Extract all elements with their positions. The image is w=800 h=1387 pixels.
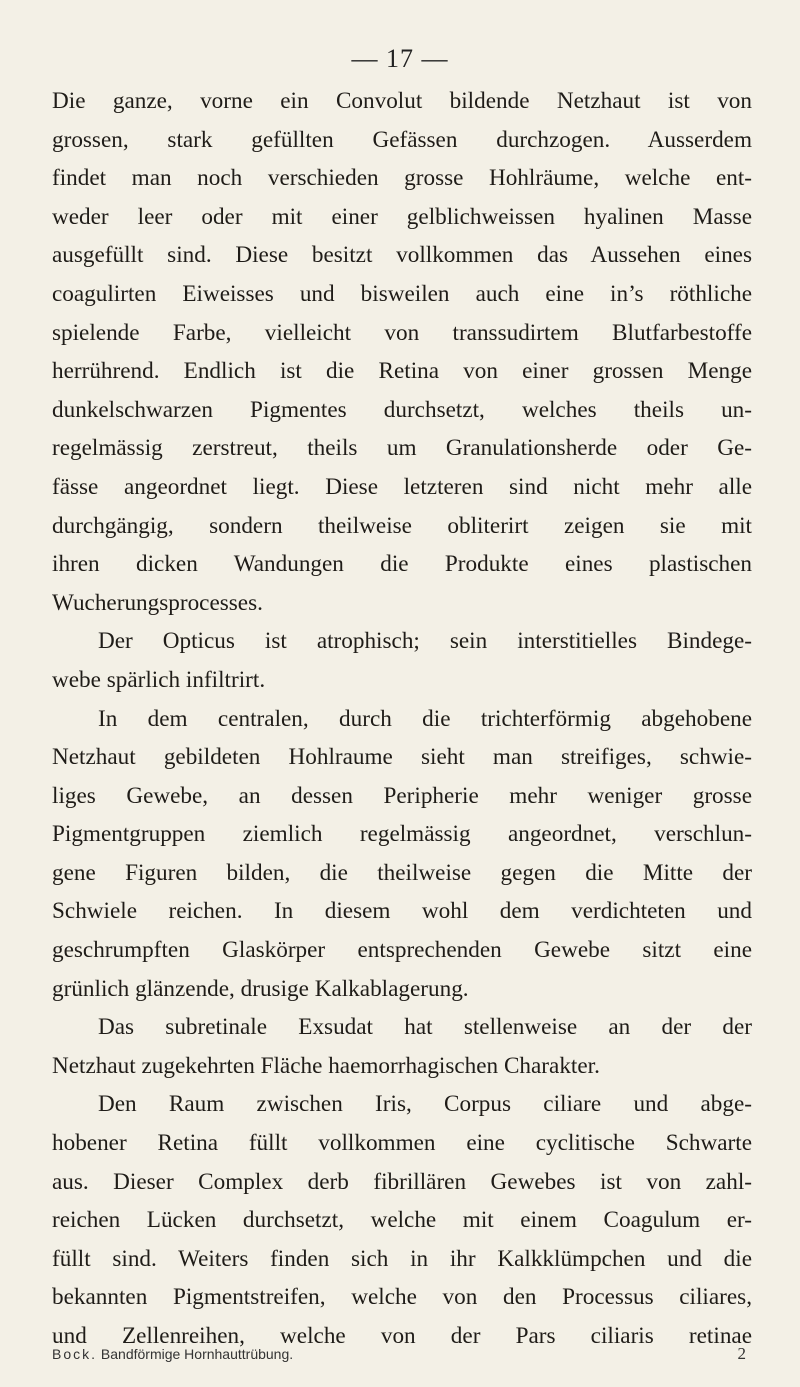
text-line-paragraph-start: Der Opticus ist atrophisch; sein interstitielles Bindege- — [98, 628, 752, 655]
footer-running-title — [52, 1346, 293, 1362]
text-line: ihren dicken Wandungen die Produkte eines plastischen — [52, 551, 752, 578]
page-number: — 17 — — [351, 44, 449, 73]
text-line: durchgängig, sondern theilweise obliterirt zeigen sie mit — [52, 512, 752, 539]
text-line: herrührend. Endlich ist die Retina von einer grossen Menge — [52, 358, 752, 385]
text-line: weder leer oder mit einer gelblichweissen hyalinen Masse — [52, 203, 752, 230]
page-footer — [52, 1346, 752, 1370]
text-line: und Zellenreihen, welche von der Pars ciliaris retinae — [52, 1323, 752, 1349]
text-line-paragraph-start: Das subretinale Exsudat hat stellenweise an der der — [98, 1014, 752, 1041]
text-line: gene Figuren bilden, die theilweise gegen die Mitte der — [52, 859, 752, 886]
text-line: Die ganze, vorne ein Convolut bildende Netzhaut ist von — [52, 88, 752, 114]
footer-title: Bandförmige Hornhauttrübung. — [100, 1346, 294, 1362]
text-line: Schwiele reichen. In diesem wohl dem verdichteten und — [52, 898, 752, 925]
text-line: Netzhaut gebildeten Hohlraume sieht man streifiges, schwie- — [52, 744, 752, 771]
text-line: fässe angeordnet liegt. Diese letzteren sind nicht mehr alle — [52, 473, 752, 500]
text-line: coagulirten Eiweisses und bisweilen auch eine in’s röthliche — [52, 280, 752, 307]
text-line: liges Gewebe, an dessen Peripherie mehr weniger grosse — [52, 782, 752, 809]
text-line: spielende Farbe, vielleicht von transsudirtem Blutfarbestoffe — [52, 319, 752, 346]
text-line-paragraph-start: In dem centralen, durch die trichterförmig abgehobene — [98, 705, 752, 732]
text-line: findet man noch verschieden grosse Hohlräume, welche ent- — [52, 165, 752, 192]
text-line-paragraph-end: Wucherungsprocesses. — [52, 589, 263, 616]
text-line-paragraph-end: grünlich glänzende, drusige Kalkablagerung. — [52, 975, 469, 1002]
text-line: reichen Lücken durchsetzt, welche mit einem Coagulum er- — [52, 1207, 752, 1234]
text-line-paragraph-end: webe spärlich infiltrirt. — [52, 666, 266, 693]
text-line: grossen, stark gefüllten Gefässen durchzogen. Ausserdem — [52, 126, 752, 153]
text-line: aus. Dieser Complex derb fibrillären Gewebes ist von zahl- — [52, 1168, 752, 1195]
text-line: geschrumpften Glaskörper entsprechenden Gewebe sitzt eine — [52, 937, 752, 964]
text-line: regelmässig zerstreut, theils um Granulationsherde oder Ge- — [52, 435, 752, 462]
text-line: dunkelschwarzen Pigmentes durchsetzt, welches theils un- — [52, 396, 752, 423]
text-line-paragraph-start: Den Raum zwischen Iris, Corpus ciliare und abge- — [98, 1091, 752, 1118]
body-text — [52, 82, 752, 1356]
text-line-paragraph-end: Netzhaut zugekehrten Fläche haemorrhagischen Charakter. — [52, 1052, 600, 1079]
text-line: hobener Retina füllt vollkommen eine cyclitische Schwarte — [52, 1130, 752, 1157]
text-line: füllt sind. Weiters finden sich in ihr Kalkklümpchen und die — [52, 1245, 752, 1272]
text-line: Pigmentgruppen ziemlich regelmässig angeordnet, verschlun- — [52, 821, 752, 848]
signature-mark: 2 — [737, 1344, 746, 1363]
text-line: ausgefüllt sind. Diese besitzt vollkommen das Aussehen eines — [52, 242, 752, 269]
footer-author: Bock. — [52, 1346, 98, 1362]
text-line: bekannten Pigmentstreifen, welche von den Processus ciliares, — [52, 1284, 752, 1311]
